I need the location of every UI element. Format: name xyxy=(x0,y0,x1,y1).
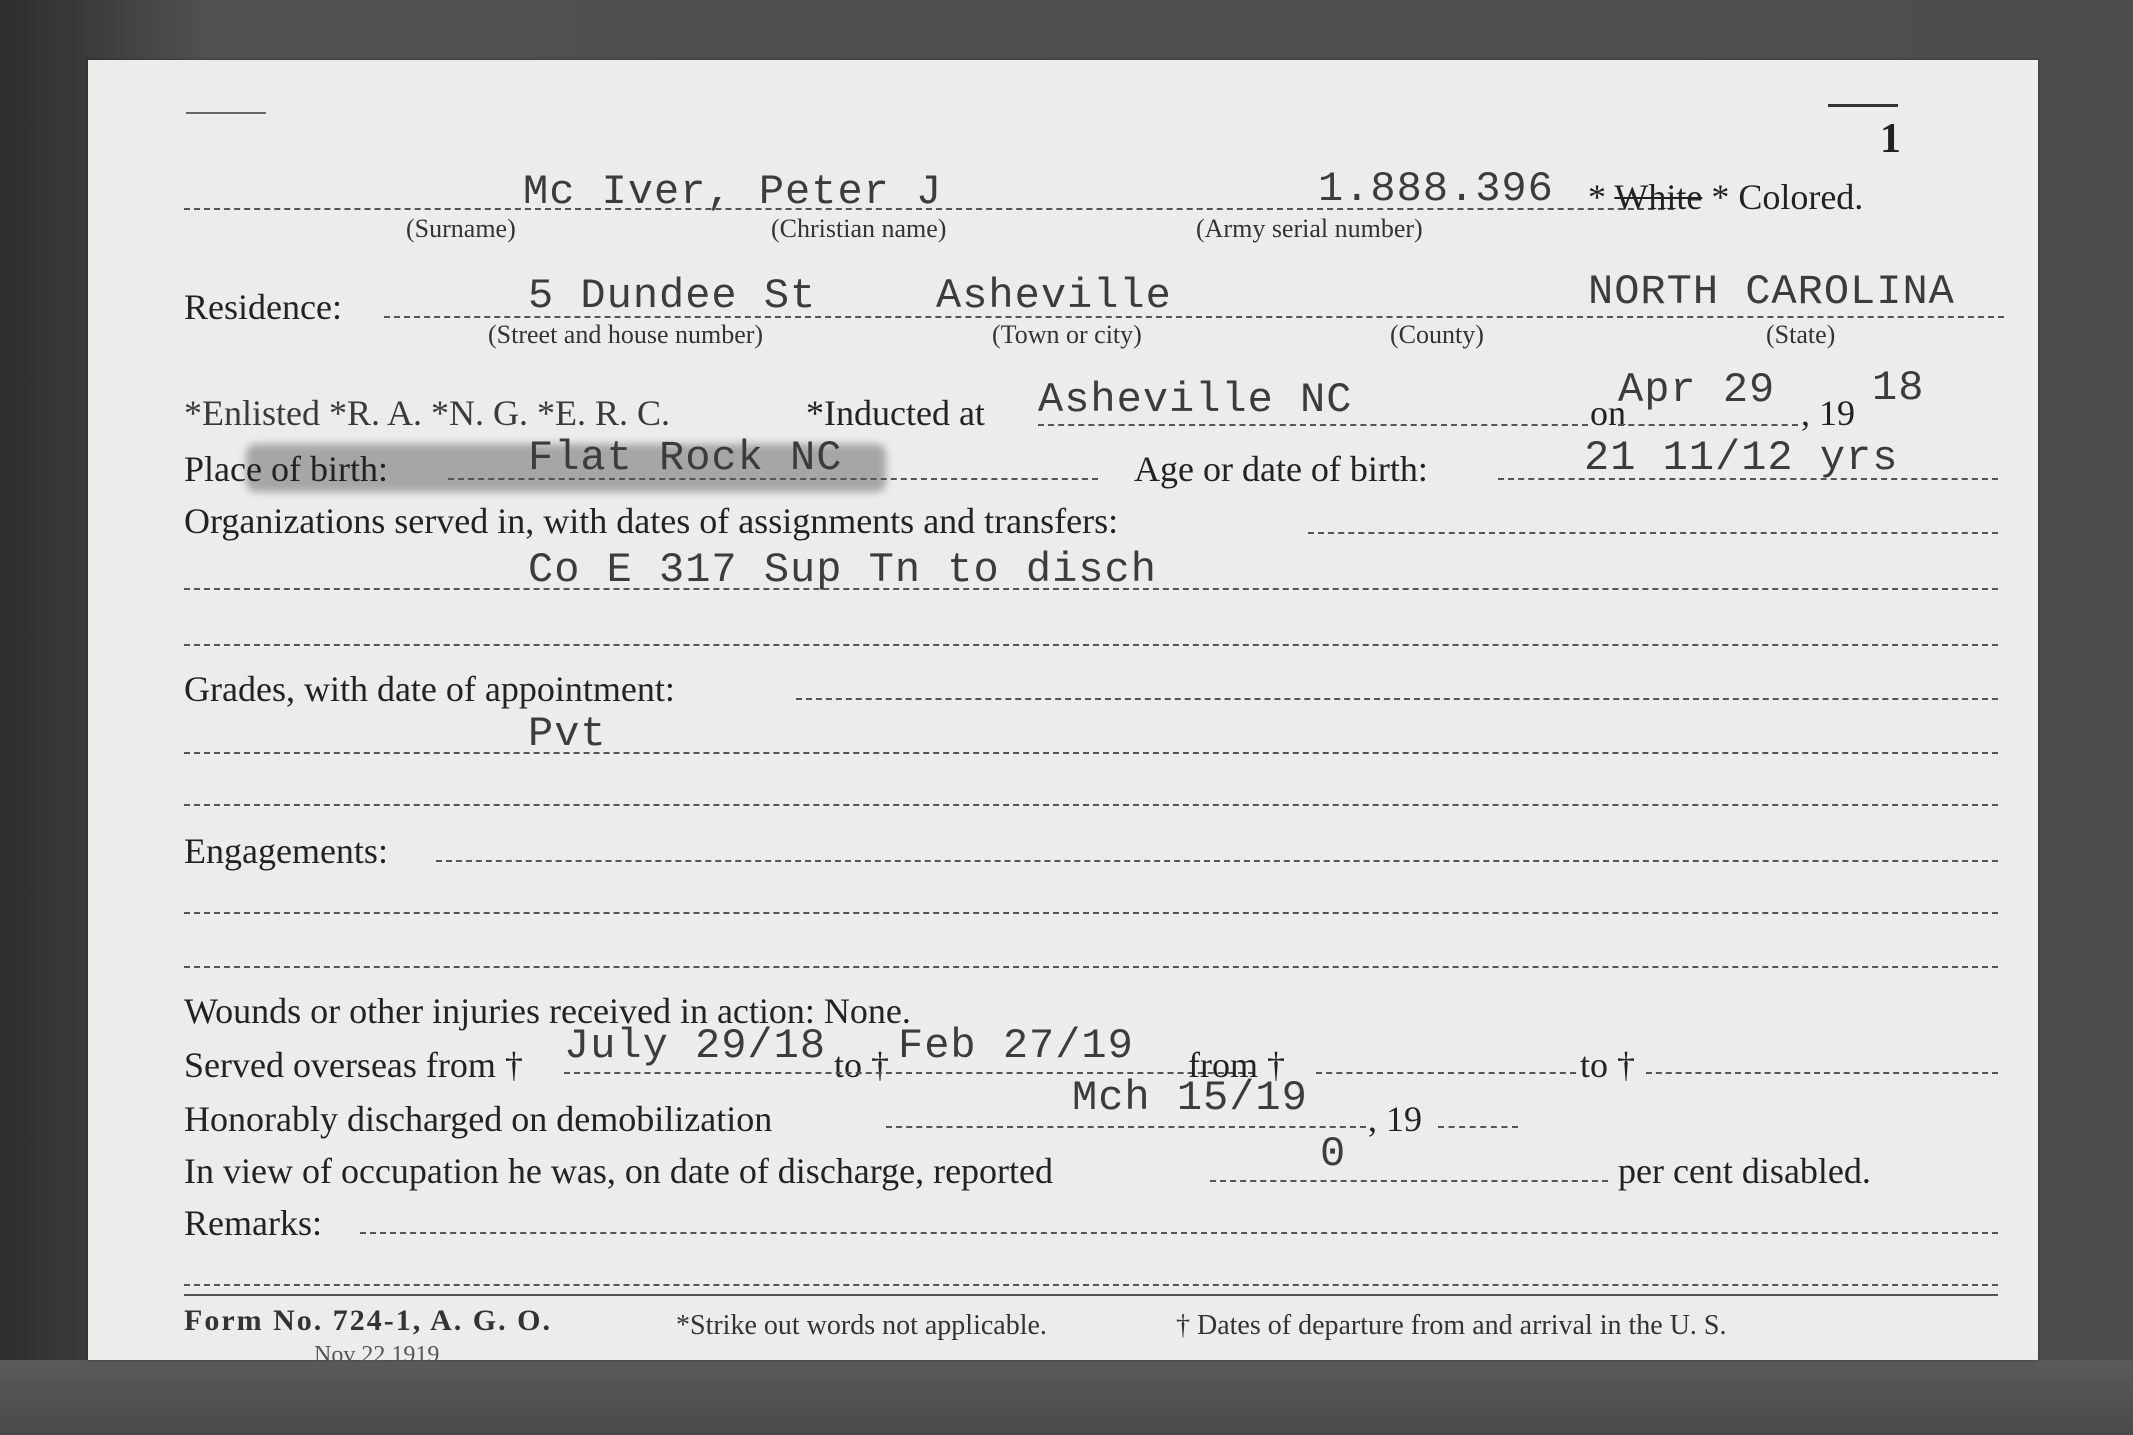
remarks-line-2 xyxy=(184,1284,1998,1286)
age-value: 21 11/12 yrs xyxy=(1584,434,1899,482)
footer-rule xyxy=(184,1294,1998,1296)
discharge-label: Honorably discharged on demobilization xyxy=(184,1099,773,1139)
on-label: on xyxy=(1590,393,1626,433)
footnote-dates: † Dates of departure from and arrival in the U. S. xyxy=(1176,1310,1727,1341)
residence-label: Residence: xyxy=(184,287,342,327)
colored-label: Colored. xyxy=(1738,177,1864,217)
second-to-line xyxy=(1646,1072,1998,1074)
remarks-line xyxy=(360,1232,1998,1234)
disability-value: 0 xyxy=(1320,1130,1347,1178)
remarks-label: Remarks: xyxy=(184,1203,322,1243)
white-label: White xyxy=(1614,177,1703,217)
number-overline xyxy=(1828,104,1898,107)
grade-line-2 xyxy=(184,804,1998,806)
second-from-label: from † xyxy=(1188,1045,1285,1085)
form-date: Nov 22 1919 xyxy=(314,1342,440,1368)
disability-label: In view of occupation he was, on date of discharge, reported xyxy=(184,1151,1054,1191)
overseas-to-value: Feb 27/19 xyxy=(898,1022,1134,1070)
serial-number-value: 1.888.396 xyxy=(1318,165,1554,213)
overseas-label: Served overseas from † xyxy=(184,1045,523,1085)
age-label: Age or date of birth: xyxy=(1134,449,1428,489)
induction-date-line xyxy=(1618,424,1798,426)
organizations-label: Organizations served in, with dates of assignments and transfers: xyxy=(184,501,1119,541)
discharge-date-value: Mch 15/19 xyxy=(1072,1074,1308,1122)
caption-street: (Street and house number) xyxy=(488,320,764,349)
enlisted-options: *Enlisted *R. A. *N. G. *E. R. C. xyxy=(184,393,671,433)
form-number: Form No. 724-1, A. G. O. xyxy=(184,1304,552,1337)
overseas-from-value: July 29/18 xyxy=(564,1022,827,1070)
disability-line xyxy=(1210,1180,1608,1182)
grades-label: Grades, with date of appointment: xyxy=(184,669,675,709)
caption-state: (State) xyxy=(1766,320,1836,349)
grade-value: Pvt xyxy=(528,710,607,758)
caption-serial-number: (Army serial number) xyxy=(1196,214,1423,243)
state-value: NORTH CAROLINA xyxy=(1588,268,1955,316)
caption-christian-name: (Christian name) xyxy=(771,214,947,243)
service-record-card xyxy=(88,60,2038,1368)
engagements-line xyxy=(436,860,1998,862)
footnote-strike: *Strike out words not applicable. xyxy=(676,1310,1047,1341)
caption-surname: (Surname) xyxy=(406,214,516,243)
engagements-line-2 xyxy=(184,912,1998,914)
grade-line-1 xyxy=(184,752,1998,754)
discharge-year-prefix: , 19 xyxy=(1368,1099,1422,1139)
organizations-line xyxy=(1308,532,1998,534)
second-to-label: to † xyxy=(1580,1045,1636,1085)
discharge-year-line xyxy=(1438,1126,1518,1128)
inducted-label: *Inducted at xyxy=(806,393,985,433)
town-value: Asheville xyxy=(936,272,1172,320)
surname-value: Mc Iver, Peter J xyxy=(523,168,943,216)
street-value: 5 Dundee St xyxy=(528,272,817,320)
overseas-to-label: to † xyxy=(834,1045,890,1085)
wounds-text: Wounds or other injuries received in action: None. xyxy=(184,991,911,1031)
year-prefix: , 19 xyxy=(1801,393,1855,433)
inducted-line xyxy=(1038,424,1588,426)
caption-county: (County) xyxy=(1390,320,1484,349)
engagements-line-3 xyxy=(184,966,1998,968)
caption-town: (Town or city) xyxy=(992,320,1142,349)
card-number: 1 xyxy=(1880,116,1901,162)
induction-year-value: 18 xyxy=(1872,364,1925,412)
discharge-line xyxy=(886,1126,1366,1128)
disability-suffix: per cent disabled. xyxy=(1618,1151,1871,1191)
birth-place-label: Place of birth: xyxy=(184,449,388,489)
organization-value: Co E 317 Sup Tn to disch xyxy=(528,546,1157,594)
corner-mark xyxy=(186,112,266,114)
background-bottom xyxy=(0,1360,2133,1435)
organization-line-2 xyxy=(184,644,1998,646)
second-from-line xyxy=(1316,1072,1576,1074)
birth-place-value: Flat Rock NC xyxy=(528,434,843,482)
grades-line xyxy=(796,698,1998,700)
induction-date-value: Apr 29 xyxy=(1618,366,1776,414)
race-field: * White * Colored. xyxy=(1588,177,1864,217)
engagements-label: Engagements: xyxy=(184,831,388,871)
inducted-place-value: Asheville NC xyxy=(1038,376,1353,424)
